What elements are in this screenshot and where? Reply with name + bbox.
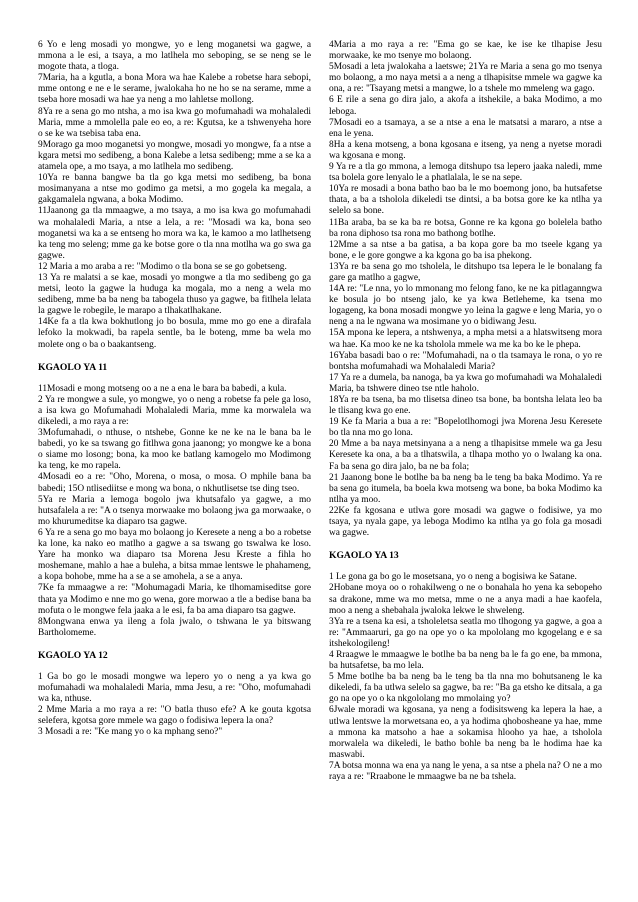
verse-paragraph: 7Mosadi eo a tsamaya, a se a ntse a ena le matsatsi a mararo, a ntse a ena le yena. — [329, 117, 602, 139]
verse-paragraph: 11Mosadi e mong motseng oo a ne a ena le bara ba babedi, a kula. — [38, 383, 287, 394]
two-column-layout — [38, 40, 602, 870]
verse-paragraph: 14A re: "Le nna, yo lo mmonang mo felong fano, ke ne ka pitlaganngwa ke bosula jo bo ntseng jalo, ke ya kwa Betleheme, ka tsena mo logageng, ka bona mosadi mongwe yo leina la gagwe e leng Maria, yo o neng a na le ngwana wa mosimane yo o bidiwang Jesu. — [329, 284, 602, 328]
verse-paragraph: 8Ya re a sena go mo ntsha, a mo isa kwa go mofumahadi wa mohalaledi Maria, mme a mmolella pale eo eo, a re: Kgutsa, ke a tshwenyeha hore o se ke wa tsebisa taba ena. — [38, 106, 311, 139]
verse-paragraph: 7A botsa monna wa ena ya nang le yena, a sa ntse a phela na? O ne a mo raya a re: "Rraabone le mmaagwe ba ne ba tshela. — [329, 760, 602, 782]
verse-paragraph: 1 Ga bo go le mosadi mongwe wa lepero yo o neng a ya kwa go mofumahadi wa mohalaledi Maria, mma Jesu, a re: "Oho, mofumahadi wa ka, nthuse. — [38, 671, 311, 705]
verse-paragraph: 2Hobane moya oo o rohakilweng o ne o bonahala ho yena ka sebopeho sa drakone, mme wa mo metsa, mme o ne a anya madi a hae kaofela, moo a neng a shebahala jwaloka lekwe le shweleng. — [329, 583, 602, 616]
verse-paragraph: 7Maria, ha a kgutla, a bona Mora wa hae Kalebe a robetse hara sebopi, mme ontong e ne e le serame, jwalokaha ho ne ho se na serame, mme a tseba hore mosadi wa hae ya neng a mo lahletse mollong. — [38, 73, 311, 106]
verse-paragraph: 5 Mme botlhe ba ba neng ba le teng ba tla nna mo bohutsaneng le ka dikeledi, fa ba utlwa selelo sa gagwe, ba re: "Ba ga etsho ke ditsala, a ga go na ope yo o ka nkgololang mo mmolaing yo? — [329, 672, 602, 705]
chapter-heading: KGAOLO YA 12 — [38, 649, 108, 661]
verse-paragraph: 4Mosadi eo a re: "Oho, Morena, o mosa, o mosa. O mphile bana ba babedi; 15O ntlisediitse e mong wa bona, o nkhutlisetse tse ding tseo. — [38, 472, 311, 494]
verse-paragraph: 11Ba araba, ba se ka ba re botsa, Gonne re ka kgona go bolelela batho ba rona diphoso tsa rona mo bathong botlhe. — [329, 217, 602, 239]
verse-paragraph: 1 Le gona ga bo go le mosetsana, yo o neng a bogisiwa ke Satane. — [329, 572, 577, 583]
verse-paragraph: 12Mme a sa ntse a ba gatisa, a ba kopa gore ba mo tseele kgang ya bone, e le gore gongwe a ka kgona go ba isa phekong. — [329, 239, 602, 261]
verse-paragraph: 10Ya re banna bangwe ba tla go kga metsi mo sedibeng, ba bona mosimanyana a ntse mo godimo ga metsi, a mo gogela ka megala, a gakgamalela ngwana, a boka Modimo. — [38, 173, 311, 206]
verse-paragraph: 10Ya re mosadi a bona batho bao ba le mo boemong jono, ba hutsafetse thata, a ba a tsholola dikeledi tse dintsi, a ba botsa gore ke ka ntlha ya selelo sa bone. — [329, 184, 602, 217]
verse-paragraph: 9 Ya re a tla go mmona, a lemoga ditshupo tsa lepero jaaka naledi, mme tsa bolela gore lenyalo le a phatlalala, le se na sepe. — [329, 162, 602, 184]
verse-paragraph: 8Mongwana enwa ya ileng a fola jwalo, o tshwana le ya bitswang Bartholomeme. — [38, 616, 311, 638]
verse-paragraph: 5Mosadi a leta jwalokaha a laetswe; 21Ya re Maria a sena go mo tsenya mo bolaong, a mo naya metsi a a neng a tlhapisitse mmele wa gagwe ka ona, a re: "Tsayang metsi a mangwe, lo a tshele mo mmeleng wa gago. — [329, 62, 602, 95]
verse-paragraph: 20 Mme a ba naya metsinyana a a neng a tlhapisitse mmele wa ga Jesu Keresete ka ona, a ba a tlhatswila, a tlhapa motho yo o lwalang ka ona. Fa ba sena go dira jalo, ba ne ba fola; — [329, 439, 602, 472]
verse-paragraph: 3 Mosadi a re: "Ke mang yo o ka mphang seno?" — [38, 727, 223, 738]
right-column — [329, 40, 602, 870]
verse-paragraph: 6 Ya re a sena go mo baya mo bolaong jo Keresete a neng a bo a robetse ka lone, ka nako eo matlho a gagwe a sa tswang go tswalwa ke loso. Yare ha monko wa diaparo tsa Morena Jesu Kreste a fihla ho moshemane, mahlo a hae a buleha, a bitsa mmae lentswe le phahameng, a kopa bohobe, mme ha a se a se amohela, a se a anya. — [38, 527, 311, 583]
verse-paragraph: 5Ya re Maria a lemoga bogolo jwa khutsafalo ya gagwe, a mo hutsafalela a re: "A o tsenya morwaake mo bolaong jwa ga morwaake, o mo khurumeditse ka diaparo tsa gagwe. — [38, 494, 311, 527]
verse-paragraph: 15A mpona ke lepera, a ntshwenya, a mpha metsi a a hlatswitseng mora wa hae. Ka moo ke ne ka tsholola mmele wa me ka bo ke le phepa. — [329, 328, 602, 350]
verse-paragraph: 6Jwale moradi wa kgosana, ya neng a fodisitsweng ka lepera la hae, a utlwa lentswe la morwetsana eo, a ya hodima qhobosheane ya hae, mme a mmona ka matsoho a hae a sokamisa hlooho ya hae, a tsholola morwalela wa dikeledi, le batho bohle ba neng ba le hodima hae ka maswabi. — [329, 705, 602, 760]
verse-paragraph: 6 E rile a sena go dira jalo, a akofa a itshekile, a baka Modimo, a mo leboga. — [329, 95, 602, 117]
chapter-heading: KGAOLO YA 13 — [329, 550, 399, 562]
verse-paragraph: 2 Ya re mongwe a sule, yo mongwe, yo o neng a robetse fa pele ga loso, a isa kwa go Mofumahadi Mohalaledi Maria, mme ka morwalela wa dikeledi, a mo raya a re: — [38, 394, 311, 427]
verse-paragraph: 3Ya re a tsena ka esi, a tsholeletsa seatla mo tlhogong ya gagwe, a goa a re: "Ammaaruri, ga go na ope yo o ka mpololang mo kgogelang e e sa itshekologileng! — [329, 616, 602, 649]
verse-paragraph: 8Ha a kena motseng, a bona kgosana e itseng, ya neng a nyetse moradi wa kgosana e mong. — [329, 139, 602, 161]
left-column — [38, 40, 311, 870]
verse-paragraph: 13Ya re ba sena go mo tsholela, le ditshupo tsa lepera le le bonalang fa gare ga matlho a gagwe, — [329, 261, 602, 283]
verse-paragraph: 12 Maria a mo araba a re: "Modimo o tla bona se se go gobetseng. — [38, 261, 287, 272]
verse-paragraph: 16Yaba basadi bao o re: "Mofumahadi, na o tla tsamaya le rona, o yo re bontsha mofumahadi wa Mohalaledi Maria? — [329, 350, 602, 372]
verse-paragraph: 13 Ya re malatsi a se kae, mosadi yo mongwe a tla mo sedibeng go ga metsi, leoto la gagwe la huduga ka mogala, mo a neng a wela mo sedibeng, mme ba ba neng ba tabogela thuso ya gagwe, ba fitlhela lelata la gagwe le robegile, le marapo a tlhakatlhakane. — [38, 272, 311, 317]
verse-paragraph: 4 Rraagwe le mmaagwe le botlhe ba ba neng ba le fa go ene, ba mmona, ba hutsafetse, ba mo lela. — [329, 649, 602, 672]
verse-paragraph: 21 Jaanong bone le botlhe ba ba neng ba le teng ba baka Modimo. Ya re ba sena go itumela, ba boela kwa motseng wa bone, ba boka Modimo ka ntlha ya moo. — [329, 472, 602, 505]
verse-paragraph: 2 Mme Maria a mo raya a re: "O batla thuso efe? A ke gouta kgotsa selefera, kgotsa gore mmele wa gago o fodisiwa lepera la ona? — [38, 705, 311, 727]
verse-paragraph: 6 Yo e leng mosadi yo mongwe, yo e leng moganetsi wa gagwe, a mmona a le esi, a tsaya, a mo latlhela mo seboping, se se neng se le mogote thata, a tloga. — [38, 40, 311, 73]
verse-paragraph: 14Ke fa a tla kwa bokhutlong jo bo bosula, mme mo go ene a dirafala lefoko la mokwadi, ba rapela sentle, ba le boteng, mme ba wela mo molete ong o ba o baakantseng. — [38, 317, 311, 350]
verse-paragraph: 18Ya re ba tsena, ba mo tlisetsa dineo tsa bone, ba bontsha lelata leo ba le tlisang kwa go ene. — [329, 395, 602, 417]
verse-paragraph: 3Mofumahadi, o nthuse, o ntshebe, Gonne ke ne ke na le bana ba le babedi, yo ke sa tswang go fitlhwa gona jaanong; yo mongwe ke a bona o siame mo losong; bona, ka moo ke batlang kamogelo mo Modimong ka teng, ke mo rapela. — [38, 428, 311, 472]
chapter-heading: KGAOLO YA 11 — [38, 361, 108, 373]
verse-paragraph: 19 Ke fa Maria a bua a re: "Bopelotlhomogi jwa Morena Jesu Keresete bo tla nna mo go lona. — [329, 417, 602, 439]
verse-paragraph: 11Jaanong ga tla mmaagwe, a mo tsaya, a mo isa kwa go mofumahadi wa mohalaledi Maria, a ntse a lela, a re: "Mosadi wa ka, bona seo moganetsi wa ka a se entseng ho mora wa ka, le kamoo a mo latlhetseng ka teng mo seleng; mme ga ke botse gore o tla nna motlha wa go swa ga gagwe. — [38, 206, 311, 261]
verse-paragraph: 22Ke fa kgosana e utlwa gore mosadi wa gagwe o fodisiwe, ya mo tsaya, ya nyala gape, ya leboga Modimo ka ntlha ya go fola ga mosadi wa gagwe. — [329, 505, 602, 539]
verse-paragraph: 4Maria a mo raya a re: "Ema go se kae, ke ise ke tlhapise Jesu morwaake, ke mo tsenye mo bolaong. — [329, 40, 602, 62]
verse-paragraph: 9Morago ga moo moganetsi yo mongwe, mosadi yo mongwe, fa a ntse a kgara metsi mo sedibeng, a bona Kalebe a letsa sedibeng; mme a se ka a atamela ope, a mo tsaya, a mo latlhela mo sedibeng. — [38, 139, 311, 173]
verse-paragraph: 7Ke fa mmaagwe a re: "Mohumagadi Maria, ke tlhomamiseditse gore thata ya Modimo e nne mo go wena, gore morwao a tle a bedise bana ba mofuta o le mongwe fela jaaka a le esi, fa ba ama diaparo tsa gagwe. — [38, 583, 311, 616]
verse-paragraph: 17 Ya re a dumela, ba nanoga, ba ya kwa go mofumahadi wa Mohalaledi Maria, ba tshwere dineo tse ntle haholo. — [329, 372, 602, 394]
document-page — [38, 40, 602, 870]
